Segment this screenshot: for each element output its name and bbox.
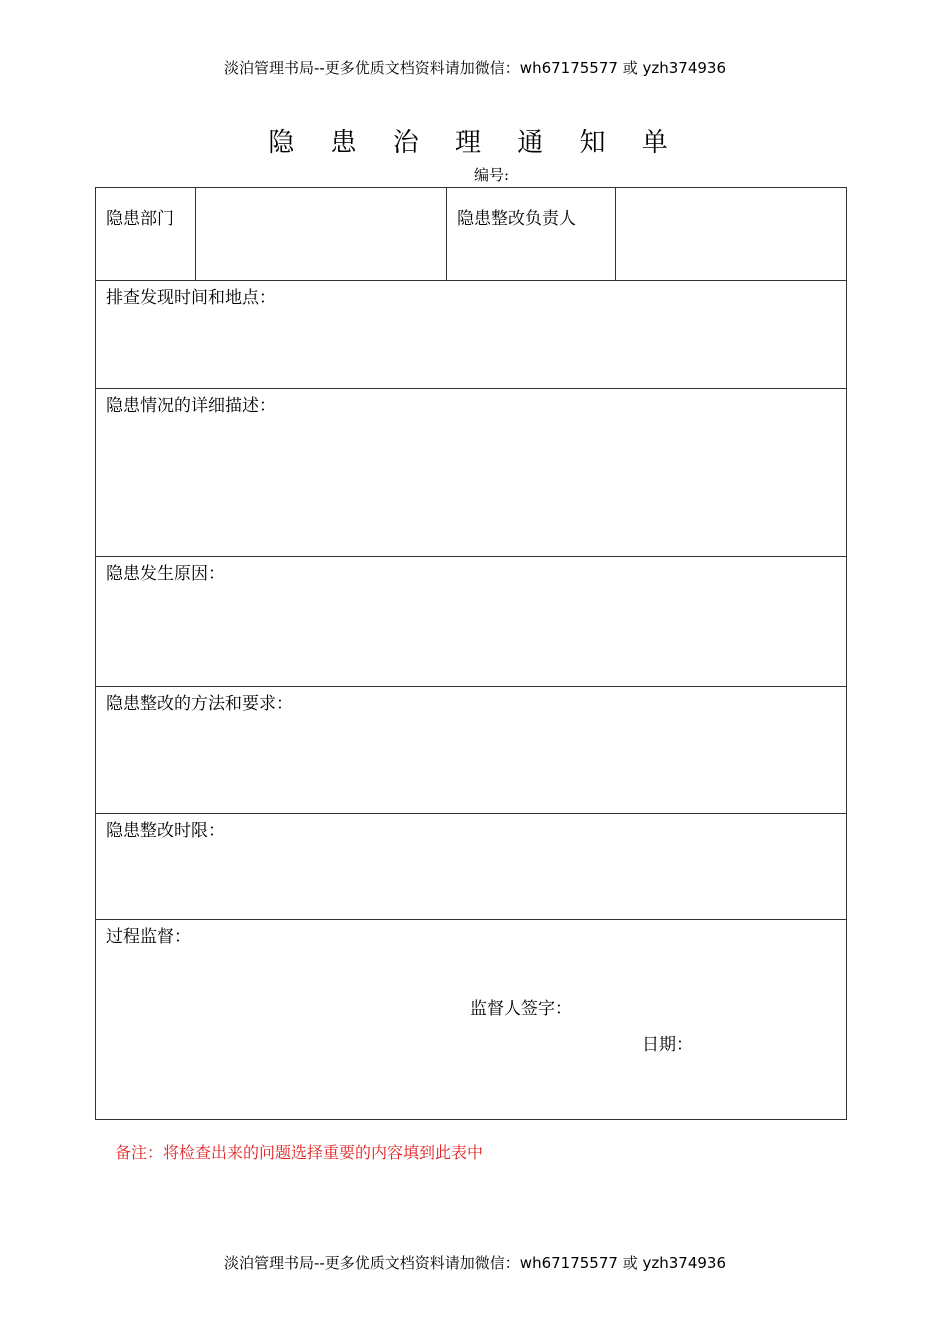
limit-field[interactable] bbox=[96, 814, 847, 920]
find-label: 排查发现时间和地点： bbox=[106, 288, 276, 308]
cause-field[interactable] bbox=[96, 557, 847, 687]
limit-label: 隐患整改时限： bbox=[106, 821, 225, 841]
supervise-field[interactable] bbox=[96, 920, 847, 1120]
document-title: 隐 患 治 理 通 知 单 bbox=[268, 128, 682, 158]
dept-label: 隐患部门 bbox=[96, 188, 196, 281]
page-header: 淡泊管理书局--更多优质文档资料请加微信：wh67175577 或 yzh374936 bbox=[223, 59, 726, 77]
form-row-method bbox=[96, 687, 847, 814]
owner-value-field[interactable] bbox=[616, 188, 847, 281]
hazard-notice-form bbox=[95, 187, 847, 1120]
dept-value-field[interactable] bbox=[196, 188, 447, 281]
method-label: 隐患整改的方法和要求： bbox=[106, 694, 293, 714]
find-field[interactable] bbox=[96, 281, 847, 389]
cause-label: 隐患发生原因： bbox=[106, 564, 225, 584]
method-field[interactable] bbox=[96, 687, 847, 814]
serial-number-label: 编号: bbox=[474, 166, 510, 184]
remark-note: 备注：将检查出来的问题选择重要的内容填到此表中 bbox=[115, 1143, 484, 1162]
date-label: 日期： bbox=[642, 1035, 693, 1055]
supervise-label: 过程监督： bbox=[106, 927, 191, 947]
signer-label: 监督人签字： bbox=[470, 999, 572, 1019]
owner-label: 隐患整改负责人 bbox=[447, 188, 616, 281]
desc-field[interactable] bbox=[96, 389, 847, 557]
page-footer: 淡泊管理书局--更多优质文档资料请加微信：wh67175577 或 yzh374936 bbox=[223, 1254, 726, 1272]
form-row-supervise bbox=[96, 920, 847, 1120]
form-row-header bbox=[96, 188, 847, 281]
form-row-cause bbox=[96, 557, 847, 687]
form-row-limit bbox=[96, 814, 847, 920]
desc-label: 隐患情况的详细描述： bbox=[106, 396, 276, 416]
form-row-desc bbox=[96, 389, 847, 557]
form-row-find bbox=[96, 281, 847, 389]
